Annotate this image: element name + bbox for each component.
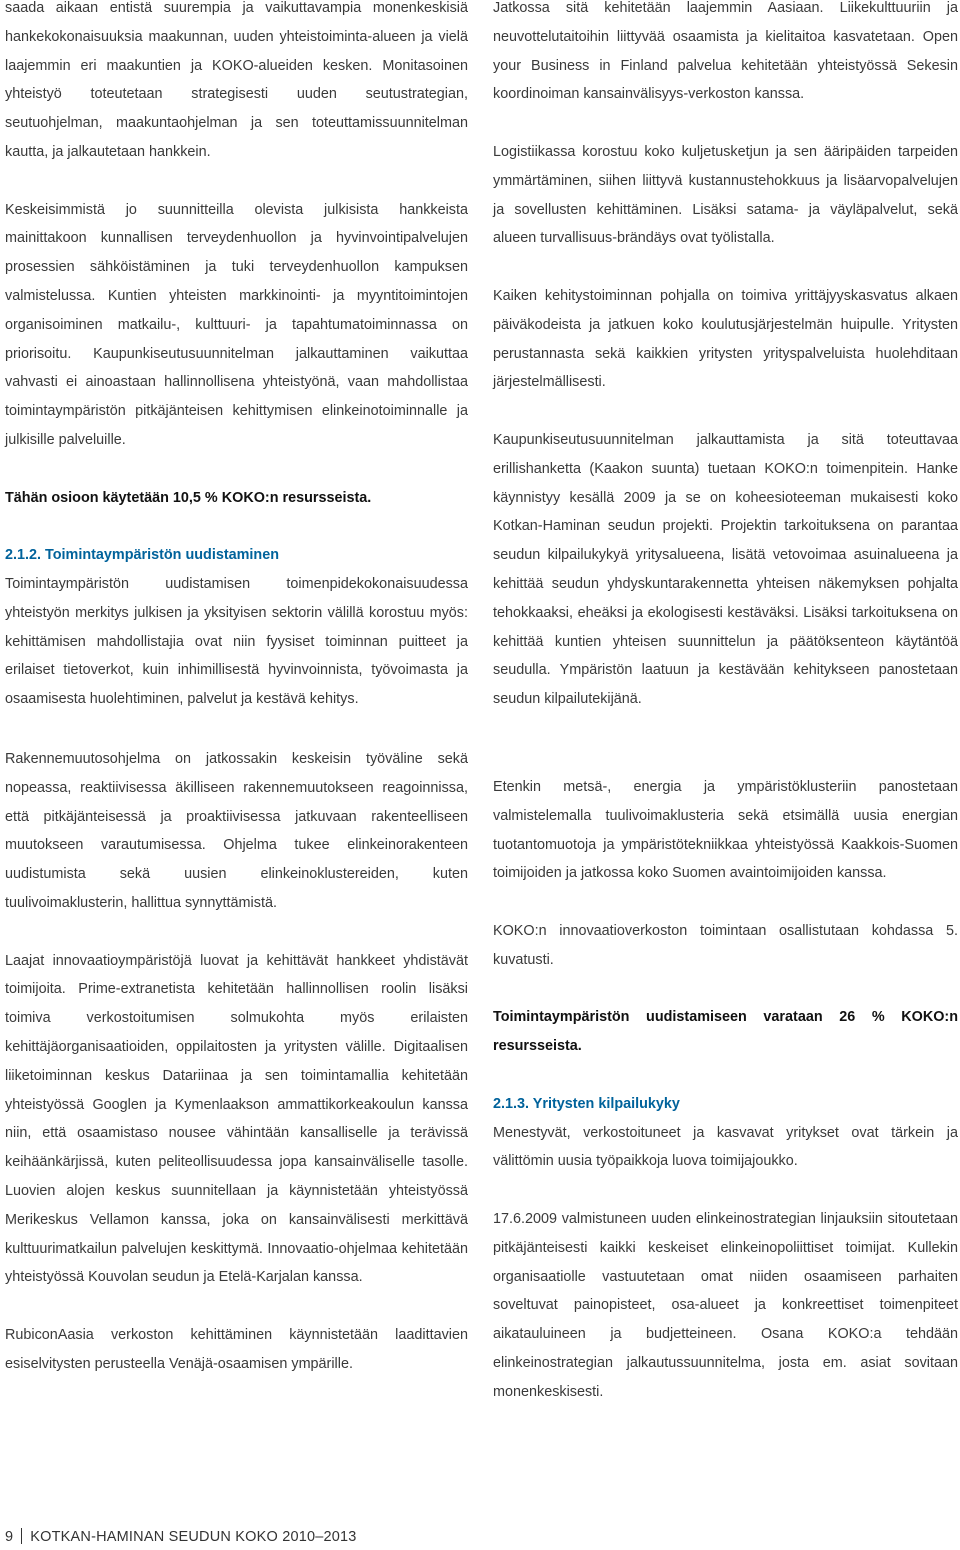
- paragraph: Kaiken kehitystoiminnan pohjalla on toimiva yrittäjyyskasvatus alkaen päiväkodeista ja jatkuen koko koulutusjärjestelmän huipulle. Yritysten perustannasta sekä kaikkien yritysten yrityspalveluista huolehditaan järjestelmällisesti.: [493, 287, 958, 391]
- paragraph: Kaupunkiseutusuunnitelman jalkauttamista ja sitä toteuttavaa erillishanketta (Kaakon suunta) tuetaan KOKO:n toimenpitein. Hanke käynnistyy kesällä 2009 ja se on koheesioteeman mukaisesti koko Kotkan-Haminan seudun projekti. Projektin tarkoituksena on parantaa seudun kilpailukykyä yritysalueena, lisätä vetovoimaa asuinalueena ja kehittää seudun yhdyskuntarakennetta yhteisen näkemyksen pohjalta tehokkaaksi, eheäksi ja ekologisesti kestäväksi. Lisäksi tarkoituksena on kehittää kuntien yhteisen suunnittelun ja päätöksenteon käytäntöä seudulla. Ympäristön laatuun ja kestävään kehitykseen panostetaan seudun kilpailutekijänä.: [493, 431, 958, 708]
- paragraph: 17.6.2009 valmistuneen uuden elinkeinostrategian linjauksiin sitoutetaan pitkäjänteisesti kaikki keskeiset elinkeinopoliittiset toimijat. Kullekin organisaatiolle vastuutetaan omat niiden osaamiseen parhaiten soveltuvat painopisteet, osa-alueet ja konkreettiset toimenpiteet aikatauluineen ja budjetteineen. Osana KOKO:a tehdään elinkeinostrategian jalkautussuunnitelma, josta em. asiat sovitaan monenkeskisesti.: [493, 1210, 958, 1400]
- section-heading-2-1-3: [493, 1090, 958, 1119]
- section-title: Yritysten kilpailukyky: [532, 1095, 680, 1112]
- page-number: 9: [5, 1529, 14, 1545]
- paragraph: Menestyvät, verkostoituneet ja kasvavat yritykset ovat tärkein ja välittömin uusia työpaikkoja luova toimijajoukko.: [493, 1124, 958, 1170]
- page-footer: [5, 1528, 357, 1545]
- column-top-right: [493, 0, 958, 714]
- paragraph: Rakennemuutosohjelma on jatkossakin keskeisin työväline sekä nopeassa, reaktiivisessa äkilliseen rakennemuutokseen reagoinnissa, että pitkäjänteisessä ja proaktiivisessa jatkuvaan rakenteelliseen muutokseen varautumisessa. Ohjelma tukee elinkeinorakenteen uudistumista sekä uusien elinkeinoklustereiden, kuten tuulivoimaklusterin, hallittua synnyttämistä.: [5, 751, 468, 911]
- document-title: KOTKAN-HAMINAN SEUDUN KOKO 2010–2013: [30, 1529, 357, 1545]
- paragraph: saada aikaan entistä suurempia ja vaikuttavampia monenkeskisiä hankekokonaisuuksia maakunnan, uuden yhteistoiminta-alueen ja vielä laajemmin eri maakuntien ja KOKO-alueiden kesken. Monitasoinen yhteistyö toteutetaan strategisesti uuden seutustrategian, seutuohjelman, maakuntaohjelman ja sen toteuttamissuunnitelman kautta, ja jalkautetaan hankkein.: [5, 0, 468, 160]
- paragraph: Keskeisimmistä jo suunnitteilla olevista julkisista hankkeista mainittakoon kunnallisen terveydenhuollon ja hyvinvointipalvelujen prosessien sähköistäminen ja tuki terveydenhuollon kampuksen valmistelussa. Kuntien yhteisten markkinointi- ja myyntitoimintojen organisoiminen matkailu-, kulttuuri- ja tapahtumatoiminnassa on priorisoitu. Kaupunkiseutusuunnitelman jalkauttaminen vaikuttaa vahvasti ei ainoastaan hallinnollisena yhteistyönä, vaan mahdollistaa toimintaympäristön pitkäjänteisen kehittymisen elinkeinotoiminnalle ja julkisille palveluille.: [5, 201, 468, 448]
- footer-divider: [21, 1528, 22, 1544]
- column-bottom-right: [493, 773, 958, 1407]
- section-number: 2.1.3.: [493, 1095, 530, 1112]
- paragraph: Logistiikassa korostuu koko kuljetusketjun ja sen ääripäiden tarpeiden ymmärtäminen, siihen liittyvä kustannustehokkuus ja lisäarvopalvelujen ja sovellusten kehittäminen. Lisäksi satama- ja väyläpalvelut, sekä alueen turvallisuus-brändäys ovat työlistalla.: [493, 143, 958, 247]
- paragraph: Laajat innovaatioympäristöjä luovat ja kehittävät hankkeet yhdistävät toimijoita. Prime-extranetista kehitetään hallinnollisen roolin lisäksi toimiva verkostoitumisen solmukohta myös erilaisten kehittäjäorganisaatioiden, oppilaitosten ja yritysten välille. Digitaalisen liiketoiminnan keskus Datariinaa ja sen toimintamallia kehitetään yhteistyössä Googlen ja Kymenlaakson ammattikorkeakoulun kanssa niin, että osaamistaso nousee vähintään kansalliselle ja terävissä keihäänkärjissä, kuten peliteollisuudessa jopa kansainväliselle tasolle. Luovien alojen keskus suunnitellaan ja käynnistetään yhteistyössä Merikeskus Vellamon kanssa, joka on kansainvälisesti merkittävä kulttuurimatkailun palvelujen keskittymä. Innovaatio-ohjelmaa kehitetään yhteistyössä Kouvolan seudun ja Etelä-Karjalan kanssa.: [5, 952, 468, 1286]
- paragraph: RubiconAasia verkoston kehittäminen käynnistetään laadittavien esiselvitysten perusteella Venäjä-osaamisen ympärille.: [5, 1326, 468, 1372]
- section-title: Toimintaympäristön uudistaminen: [45, 547, 280, 564]
- resource-allocation-note: Toimintaympäristön uudistamiseen varataan 26 % KOKO:n resursseista.: [493, 1009, 958, 1055]
- paragraph: KOKO:n innovaatioverkoston toimintaan osallistutaan kohdassa 5. kuvatusti.: [493, 922, 958, 968]
- paragraph: Etenkin metsä-, energia ja ympäristöklusteriin panostetaan valmistelemalla tuulivoimaklusteria sekä etsimällä uusia energian tuotantomuotoja ja ympäristötekniikkaa yhteistyössä Kaakkois-Suomen toimijoiden ja jatkossa koko Suomen avaintoimijoiden kanssa.: [493, 779, 958, 882]
- column-top-left: [5, 0, 468, 714]
- column-bottom-left: [5, 745, 468, 1379]
- paragraph: Toimintaympäristön uudistamisen toimenpidekokonaisuudessa yhteistyön merkitys julkisen ja yksityisen sektorin välillä korostuu myös: kehittämisen mahdollistajia ovat niin fyysiset toiminnan puitteet ja erilaiset tietoverkot, kuin inhimillisestä hyvinvoinnista, työvoimasta ja osaamisesta huolehtiminen, palvelut ja kestävä kehitys.: [5, 575, 468, 708]
- section-number: 2.1.2.: [5, 547, 42, 564]
- resource-allocation-note: Tähän osioon käytetään 10,5 % KOKO:n resursseista.: [5, 489, 372, 506]
- section-heading-2-1-2: [5, 541, 468, 570]
- paragraph: Jatkossa sitä kehitetään laajemmin Aasiaan. Liikekulttuuriin ja neuvottelutaitoihin liittyvää osaamista ja kielitaitoa kasvatetaan. Open your Business in Finland palvelua kehitetään yhteistyössä Sekesin koordinoiman kansainvälisyys-verkoston kanssa.: [493, 0, 958, 103]
